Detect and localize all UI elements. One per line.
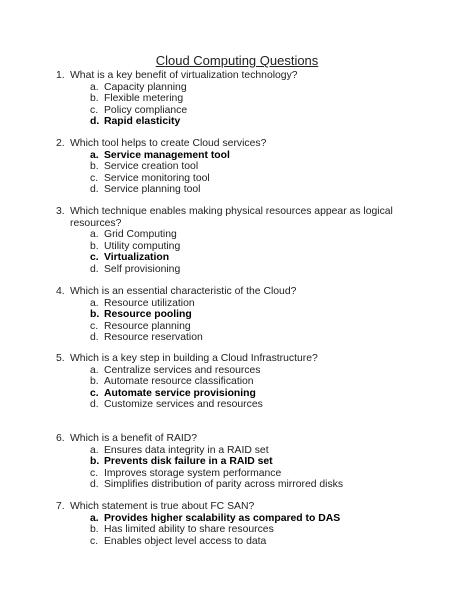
- answer-option: [0, 524, 474, 536]
- question-7: [0, 501, 474, 547]
- answer-option: [0, 161, 474, 173]
- question-text: Which tool helps to create Cloud services?: [70, 138, 267, 149]
- option-text: Resource pooling: [104, 309, 192, 321]
- question-number: 7.: [56, 501, 65, 512]
- answer-option: [0, 399, 474, 411]
- question-number: 5.: [56, 353, 65, 364]
- option-text: Enables object level access to data: [104, 535, 267, 547]
- option-letter: b.: [90, 456, 100, 468]
- option-letter: b.: [90, 161, 99, 173]
- option-text: Has limited ability to share resources: [104, 524, 274, 536]
- option-letter: c.: [90, 387, 99, 399]
- option-letter: a.: [90, 229, 99, 241]
- correct-answer-option: [0, 150, 474, 162]
- option-text: Flexible metering: [104, 93, 184, 105]
- option-letter: a.: [90, 81, 99, 93]
- question-number: 6.: [56, 433, 65, 444]
- option-letter: a.: [90, 149, 99, 161]
- question-6: [0, 433, 474, 491]
- option-text: Service monitoring tool: [104, 172, 210, 184]
- option-letter: c.: [90, 252, 99, 264]
- question-number: 1.: [56, 70, 65, 81]
- option-letter: b.: [90, 309, 100, 321]
- question-text-continued: resources?: [70, 217, 122, 229]
- question-3: [0, 206, 474, 276]
- option-text: Prevents disk failure in a RAID set: [104, 456, 273, 468]
- option-letter: d.: [90, 184, 99, 196]
- option-letter: d.: [90, 116, 100, 128]
- answer-option: [0, 479, 474, 491]
- question-number: 4.: [56, 286, 65, 297]
- option-text: Rapid elasticity: [104, 116, 181, 128]
- option-letter: a.: [90, 512, 99, 524]
- option-text: Service creation tool: [104, 161, 199, 173]
- answer-option: [0, 376, 474, 388]
- answer-option: [0, 173, 474, 185]
- answer-option: [0, 241, 474, 253]
- answer-option: [0, 536, 474, 548]
- option-text: Improves storage system performance: [104, 467, 282, 479]
- page-title: Cloud Computing Questions: [155, 53, 319, 68]
- option-text: Policy compliance: [104, 104, 188, 116]
- question-text: What is a key benefit of virtualization technology?: [70, 70, 298, 81]
- question-1: [0, 70, 474, 128]
- option-letter: a.: [90, 364, 99, 376]
- option-letter: b.: [90, 524, 99, 536]
- option-text: Service planning tool: [104, 184, 201, 196]
- answer-option: [0, 229, 474, 241]
- question-text: Which is a key step in building a Cloud Infrastructure?: [70, 353, 318, 364]
- option-text: Automate resource classification: [104, 376, 254, 388]
- option-text: Grid Computing: [104, 229, 177, 241]
- option-letter: c.: [90, 535, 99, 547]
- option-text: Resource reservation: [104, 332, 203, 344]
- option-letter: d.: [90, 399, 99, 411]
- question-text: Which is a benefit of RAID?: [70, 433, 198, 444]
- answer-option: [0, 365, 474, 377]
- correct-answer-option: [0, 456, 474, 468]
- option-letter: c.: [90, 172, 99, 184]
- option-text: Capacity planning: [104, 81, 187, 93]
- option-letter: c.: [90, 104, 99, 116]
- question-text: Which is an essential characteristic of the Cloud?: [70, 286, 297, 297]
- correct-answer-option: [0, 309, 474, 321]
- option-text: Virtualization: [104, 252, 170, 264]
- option-letter: b.: [90, 376, 99, 388]
- option-letter: b.: [90, 93, 99, 105]
- option-text: Simplifies distribution of parity across mirrored disks: [104, 479, 344, 491]
- answer-option: [0, 468, 474, 480]
- question-5: [0, 353, 474, 411]
- answer-option: [0, 184, 474, 196]
- correct-answer-option: [0, 513, 474, 525]
- option-letter: a.: [90, 444, 99, 456]
- question-number: 3.: [56, 206, 65, 217]
- answer-option: [0, 82, 474, 94]
- answer-option: [0, 298, 474, 310]
- option-letter: d.: [90, 263, 99, 275]
- correct-answer-option: [0, 252, 474, 264]
- answer-option: [0, 264, 474, 276]
- answer-option: [0, 105, 474, 117]
- option-text: Service management tool: [104, 149, 230, 161]
- option-letter: d.: [90, 479, 99, 491]
- option-letter: d.: [90, 332, 99, 344]
- option-letter: b.: [90, 240, 99, 252]
- option-text: Provides higher scalability as compared to DAS: [104, 512, 341, 524]
- answer-option: [0, 445, 474, 457]
- option-text: Self provisioning: [104, 263, 181, 275]
- answer-option: [0, 321, 474, 333]
- question-4: [0, 286, 474, 344]
- question-text: Which technique enables making physical resources appear as logical: [70, 206, 393, 217]
- question-number: 2.: [56, 138, 65, 149]
- correct-answer-option: [0, 388, 474, 400]
- option-letter: c.: [90, 320, 99, 332]
- option-text: Ensures data integrity in a RAID set: [104, 444, 269, 456]
- option-text: Automate service provisioning: [104, 387, 256, 399]
- option-text: Customize services and resources: [104, 399, 263, 411]
- option-text: Resource planning: [104, 320, 191, 332]
- option-text: Resource utilization: [104, 297, 195, 309]
- answer-option: [0, 93, 474, 105]
- correct-answer-option: [0, 116, 474, 128]
- option-text: Utility computing: [104, 240, 181, 252]
- question-text: Which statement is true about FC SAN?: [70, 501, 255, 512]
- option-letter: c.: [90, 467, 99, 479]
- answer-option: [0, 332, 474, 344]
- option-text: Centralize services and resources: [104, 364, 261, 376]
- option-letter: a.: [90, 297, 99, 309]
- question-2: [0, 138, 474, 196]
